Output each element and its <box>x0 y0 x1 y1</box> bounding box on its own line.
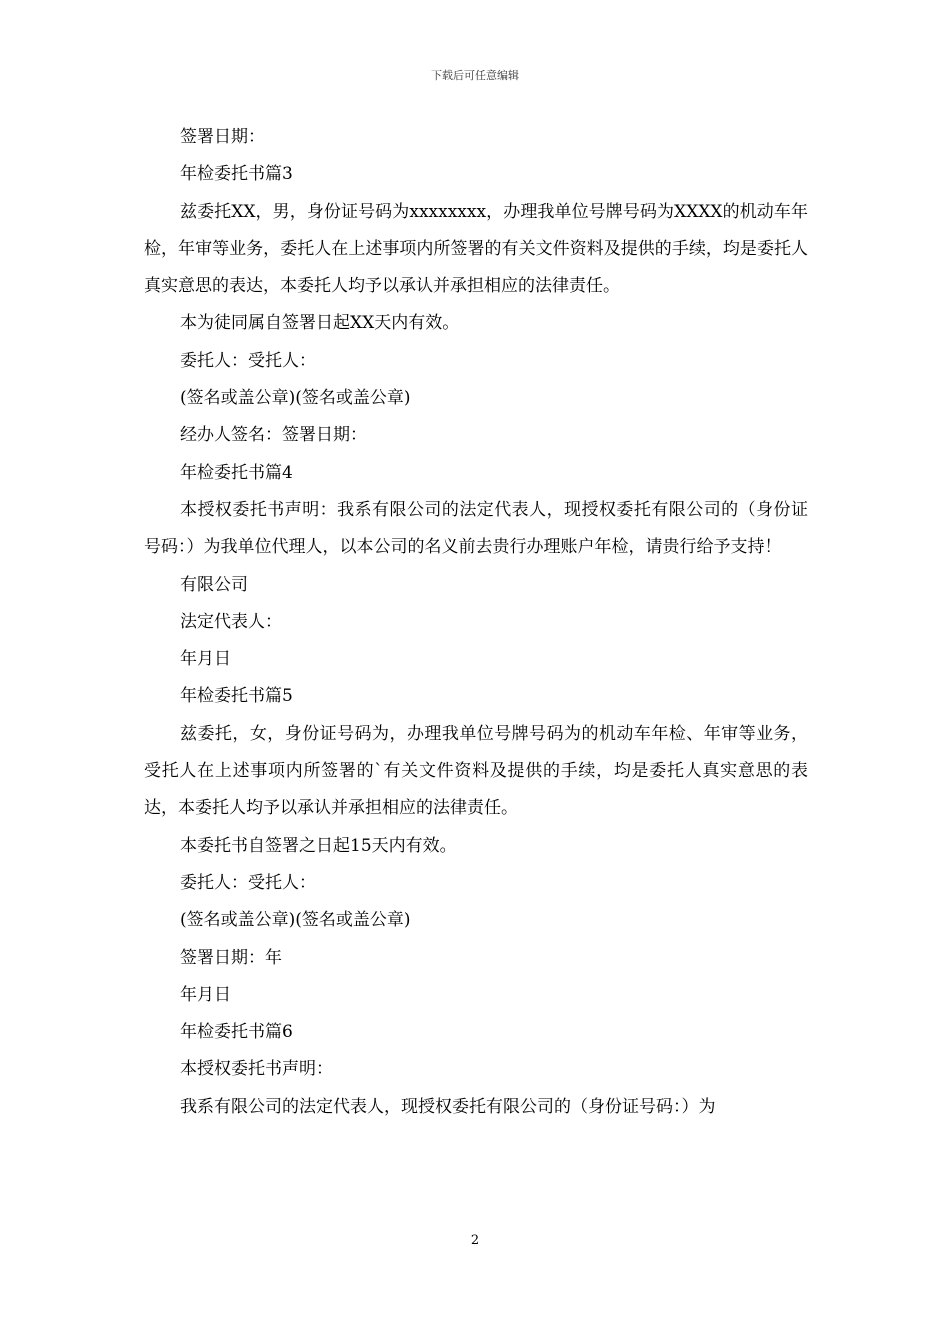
paragraph: 本授权委托书声明：我系有限公司的法定代表人，现授权委托有限公司的（身份证号码：）为我单位代理人，以本公司的名义前去贵行办理账户年检，请贵行给予支持！ <box>144 499 808 558</box>
paragraph: 签署日期： <box>180 127 265 147</box>
paragraph: 本授权委托书声明： <box>180 1059 333 1080</box>
paragraph: (签名或盖公章)(签名或盖公章) <box>180 910 411 931</box>
paragraph: 法定代表人： <box>180 611 282 632</box>
paragraph: 兹委托XX，男，身份证号码为xxxxxxxx，办理我单位号牌号码为XXXX的机动车年检，年审等业务，委托人在上述事项内所签署的有关文件资料及提供的手续，均是委托人真实意思的表达，本委托人均予以承认并承担相应的法律责任。 <box>144 201 808 297</box>
paragraph: 本为徒同属自签署日起XX天内有效。 <box>180 313 460 334</box>
paragraph: 年月日 <box>180 984 231 1005</box>
section-heading: 年检委托书篇5 <box>180 686 293 707</box>
paragraph: 我系有限公司的法定代表人，现授权委托有限公司的（身份证号码：）为 <box>180 1096 716 1117</box>
page-number: 2 <box>470 1233 480 1248</box>
section-heading: 年检委托书篇4 <box>180 462 293 483</box>
paragraph: 有限公司 <box>180 574 248 595</box>
paragraph: 签署日期：年 <box>180 947 282 968</box>
paragraph: 年月日 <box>180 649 231 670</box>
paragraph: 经办人签名：签署日期： <box>180 425 367 446</box>
paragraph: 兹委托，女，身份证号码为，办理我单位号牌号码为的机动车年检、年审等业务，受托人在上述事项内所签署的`有关文件资料及提供的手续，均是委托人真实意思的表达，本委托人均予以承认并承担相应的法律责任。 <box>144 723 808 819</box>
paragraph: 委托人：受托人： <box>180 872 316 893</box>
document-body <box>144 119 808 1126</box>
section-heading: 年检委托书篇6 <box>180 1022 293 1043</box>
paragraph: 本委托书自签署之日起15天内有效。 <box>180 835 457 856</box>
paragraph: (签名或盖公章)(签名或盖公章) <box>180 388 411 409</box>
section-heading: 年检委托书篇3 <box>180 164 293 185</box>
paragraph: 委托人：受托人： <box>180 350 316 371</box>
page-header: 下载后可任意编辑 <box>431 69 519 82</box>
